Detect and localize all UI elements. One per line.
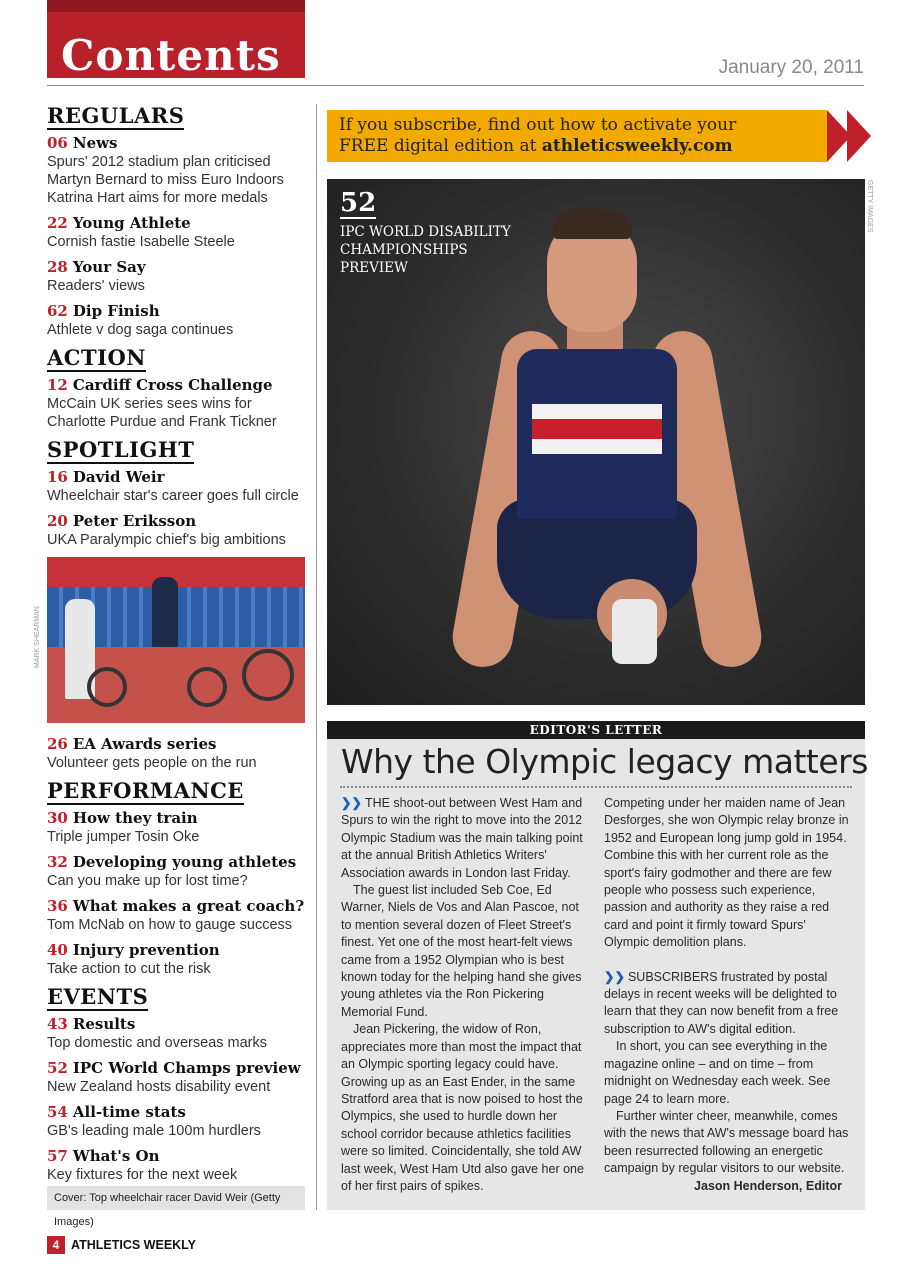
entry-title-text: Cardiff Cross Challenge (72, 376, 273, 394)
page-title: Contents (61, 31, 281, 80)
contents-entry[interactable] (47, 1147, 307, 1184)
entry-title-text: All-time stats (72, 1103, 186, 1121)
entry-page-number: 22 (47, 214, 68, 232)
entry-description: Charlotte Purdue and Frank Tickner (47, 414, 277, 430)
contents-entry[interactable] (47, 941, 307, 978)
section-heading: REGULARS (47, 103, 185, 128)
promo-url-link[interactable]: athleticsweekly.com (541, 136, 733, 156)
paragraph-text: Jean Pickering, the widow of Ron, appreciates more than most the impact that an Olympic sporting legacy could have. Growing up as an East Ender, in the same Stratford area that is now poised to host the Olympics, she used to hurdle down her school corridor because athletics facilities were so limited. Coincidentally, she told AW last week, West Ham Utd also gave her one of her first pairs of spikes. (341, 1022, 584, 1193)
entry-title-text: What's On (72, 1147, 160, 1165)
entry-title (47, 941, 307, 960)
paragraph-text: Further winter cheer, meanwhile, comes with the news that AW's message board has been resurrected following an energetic campaign by regular visitors to our website. (604, 1108, 849, 1176)
coach-figure (152, 577, 178, 647)
entry-page-number: 20 (47, 512, 68, 530)
section-heading: SPOTLIGHT (47, 437, 195, 462)
contents-entry[interactable] (47, 853, 307, 890)
entry-page-number: 16 (47, 468, 68, 486)
contents-entry[interactable] (47, 897, 307, 934)
section-heading: PERFORMANCE (47, 778, 244, 803)
entry-description: Athlete v dog saga continues (47, 322, 234, 338)
editor-letter-title: Why the Olympic legacy matters (341, 742, 868, 781)
vest-flag-red (532, 419, 662, 439)
section-heading: EVENTS (47, 984, 149, 1009)
contents-entry[interactable] (47, 214, 307, 251)
entry-page-number: 26 (47, 735, 68, 753)
entry-page-number: 57 (47, 1147, 68, 1165)
hero-page-number: 52 (340, 188, 377, 218)
entry-description: McCain UK series sees wins for (47, 396, 252, 412)
entry-title (47, 897, 307, 916)
editor-signature: Jason Henderson, Editor (694, 1178, 842, 1193)
hero-caption: IPC WORLD DISABILITY CHAMPIONSHIPS PREVIEW (340, 224, 511, 276)
contents-entry[interactable] (47, 735, 307, 772)
editor-column-1 (341, 795, 591, 1195)
page-footer (47, 1236, 196, 1254)
cover-note: Cover: Top wheelchair racer David Weir (Getty Images) (47, 1186, 305, 1210)
entry-title (47, 853, 307, 872)
entry-title (47, 214, 307, 233)
wheelchair-wheel (242, 649, 294, 701)
entry-page-number: 28 (47, 258, 68, 276)
entry-description: Tom McNab on how to gauge success (47, 917, 293, 933)
section-heading: ACTION (47, 345, 146, 370)
photo-credit-left: MARK SHEARMAN (34, 606, 41, 668)
entry-title (47, 258, 307, 277)
entry-description: Martyn Bernard to miss Euro Indoors (47, 172, 284, 188)
letter-paragraph (604, 969, 854, 1039)
entry-title (47, 1059, 307, 1078)
entry-title-text: Young Athlete (72, 214, 191, 232)
entry-page-number: 62 (47, 302, 68, 320)
wheelchair-wheel (187, 667, 227, 707)
entry-page-number: 52 (47, 1059, 68, 1077)
letter-paragraph (604, 1108, 854, 1178)
entry-title (47, 468, 307, 487)
contents-list (47, 104, 307, 1191)
paragraph-text: THE shoot-out between West Ham and Spurs to win the right to move into the 2012 Olympic Stadium was the main talking point at the annual British Athletics Writers' Association awards in London last Friday. (341, 796, 583, 880)
athlete-shoe (612, 599, 657, 664)
issue-date: January 20, 2011 (718, 57, 864, 78)
letter-paragraph (604, 1038, 854, 1108)
page-number: 4 (47, 1236, 65, 1254)
paragraph-text: SUBSCRIBERS frustrated by postal delays in recent weeks will be delighted to learn that they can now benefit from a free subscription to AW's digital edition. (604, 969, 839, 1036)
entry-page-number: 36 (47, 897, 68, 915)
letter-paragraph (341, 1021, 591, 1195)
editor-column-2 (604, 795, 854, 1195)
paragraph-text: In short, you can see everything in the magazine online – and on time – from midnight on Wednesday each week. See page 24 to learn more. (604, 1039, 831, 1106)
entry-title (47, 512, 307, 531)
editor-letter-label: EDITOR'S LETTER (327, 721, 865, 739)
letter-paragraph (341, 795, 591, 882)
contents-entry[interactable] (47, 302, 307, 339)
entry-description: Wheelchair star's career goes full circle (47, 488, 299, 504)
athlete-hair (552, 209, 632, 239)
entry-page-number: 40 (47, 941, 68, 959)
entry-title (47, 1147, 307, 1166)
contents-entry[interactable] (47, 1015, 307, 1052)
entry-description: Key fixtures for the next week (47, 1167, 238, 1183)
entry-description: Top domestic and overseas marks (47, 1035, 268, 1051)
letter-paragraph (341, 882, 591, 1021)
entry-page-number: 54 (47, 1103, 68, 1121)
contents-entry[interactable] (47, 512, 307, 549)
entry-description: Spurs' 2012 stadium plan criticised (47, 154, 271, 170)
entry-description: Readers' views (47, 278, 145, 294)
entry-title (47, 134, 307, 153)
entry-title (47, 376, 307, 395)
entry-description: New Zealand hosts disability event (47, 1079, 271, 1095)
entry-title-text: Developing young athletes (72, 853, 297, 871)
entry-title (47, 735, 307, 754)
entry-description: Volunteer gets people on the run (47, 755, 257, 771)
entry-title (47, 809, 307, 828)
entry-title-text: Dip Finish (72, 302, 160, 320)
entry-description: Can you make up for lost time? (47, 873, 248, 889)
promo-line-1: If you subscribe, find out how to activate your (339, 115, 737, 135)
entry-description: GB's leading male 100m hurdlers (47, 1123, 261, 1139)
contents-entry[interactable] (47, 809, 307, 846)
dotted-rule (340, 786, 852, 788)
entry-title (47, 1103, 307, 1122)
entry-title-text: How they train (72, 809, 198, 827)
entry-title-text: Injury prevention (72, 941, 220, 959)
photo-credit-hero: GETTY IMAGES (866, 180, 873, 233)
entry-title-text: Peter Eriksson (72, 512, 197, 530)
entry-page-number: 12 (47, 376, 68, 394)
entry-page-number: 30 (47, 809, 68, 827)
paragraph-text: Competing under her maiden name of Jean Desforges, she won Olympic relay bronze in 1952 and European long jump gold in 1954. Combine this with her current role as the sport's fairy godmother and there are few people who possess such experience, passion and authority as they raise a red card and point it firmly toward Spurs' Olympic demolition plans. (604, 796, 849, 950)
contents-entry[interactable] (47, 376, 307, 431)
entry-title (47, 1015, 307, 1034)
contents-entry[interactable] (47, 134, 307, 207)
entry-description: Take action to cut the risk (47, 961, 211, 977)
column-divider (316, 104, 317, 1210)
entry-title-text: Results (72, 1015, 136, 1033)
entry-description: UKA Paralympic chief's big ambitions (47, 532, 286, 548)
subscribe-promo[interactable] (327, 110, 827, 162)
paragraph-text: The guest list included Seb Coe, Ed Warner, Niels de Vos and Alan Pascoe, not to mention several dozen of Fleet Street's finest. Yet one of the most heart-felt views came from a 1952 Olympian who is best known today for the helping hand she gives young athletes via the Ron Pickering Memorial Fund. (341, 883, 582, 1019)
entry-title-text: David Weir (72, 468, 165, 486)
letter-paragraph (604, 795, 854, 952)
wheelchair-wheel (87, 667, 127, 707)
entry-title-text: EA Awards series (72, 735, 217, 753)
wheelchair-race-photo[interactable] (47, 557, 305, 723)
entry-description: Cornish fastie Isabelle Steele (47, 234, 235, 250)
entry-title-text: News (72, 134, 118, 152)
entry-page-number: 06 (47, 134, 68, 152)
entry-title (47, 302, 307, 321)
contents-entry[interactable] (47, 1059, 307, 1096)
entry-description: Triple jumper Tosin Oke (47, 829, 200, 845)
hero-photo[interactable] (327, 179, 865, 705)
entry-title-text: IPC World Champs preview (72, 1059, 301, 1077)
entry-description: Katrina Hart aims for more medals (47, 190, 268, 206)
contents-entry[interactable] (47, 258, 307, 295)
promo-line-2 (339, 136, 815, 157)
double-chevron-icon: ❯❯ (604, 969, 625, 984)
entry-page-number: 43 (47, 1015, 68, 1033)
entry-title-text: What makes a great coach? (72, 897, 305, 915)
promo-line-2-prefix: FREE digital edition at (339, 136, 542, 156)
double-chevron-icon: ❯❯ (341, 796, 362, 810)
entry-page-number: 32 (47, 853, 68, 871)
header-banner-shade (47, 0, 305, 12)
contents-entry[interactable] (47, 468, 307, 505)
entry-title-text: Your Say (72, 258, 146, 276)
header-banner (47, 0, 305, 78)
contents-entry[interactable] (47, 1103, 307, 1140)
chevron-right-icon (847, 110, 871, 162)
publication-name: ATHLETICS WEEKLY (71, 1238, 197, 1252)
header-rule (47, 85, 864, 86)
